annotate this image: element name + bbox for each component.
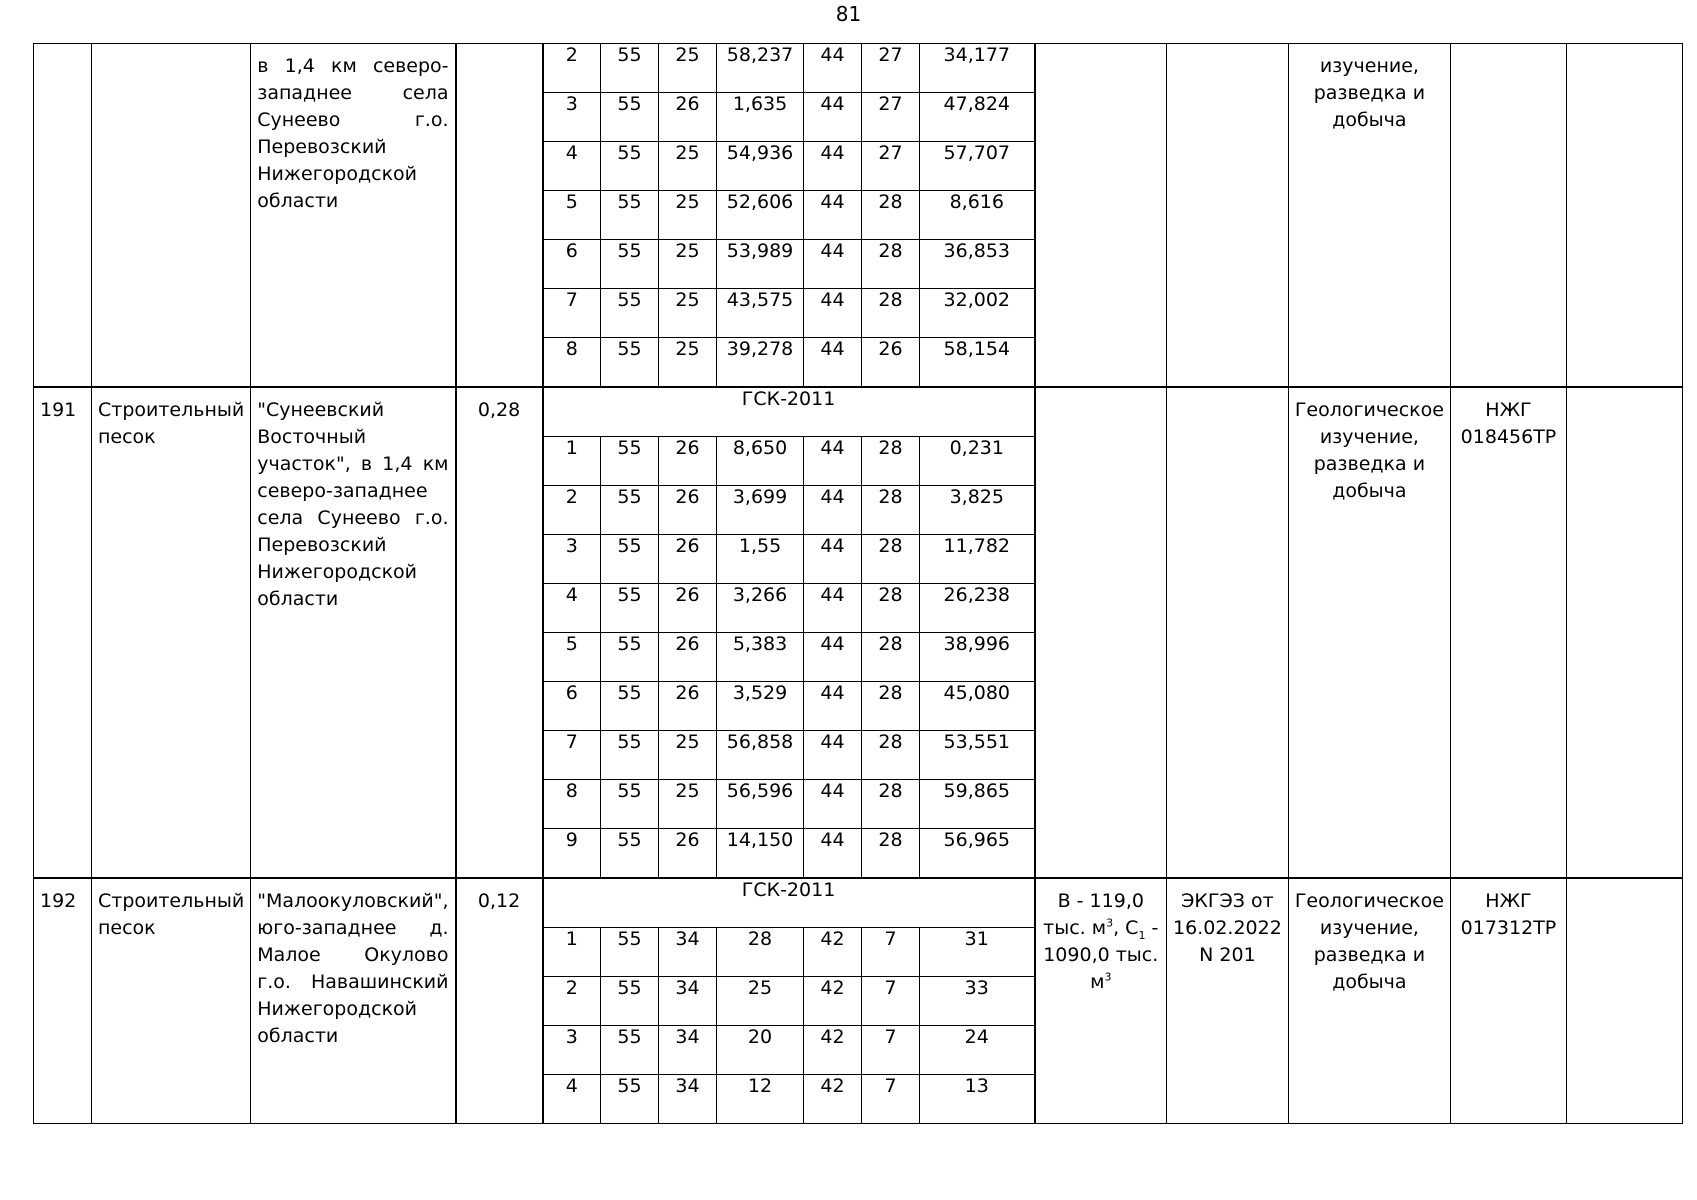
coordinate-cell: 56,858 — [717, 731, 804, 780]
table-row — [34, 878, 1683, 928]
reserves-text — [1036, 44, 1167, 53]
reserves-part: 3 — [1106, 916, 1114, 930]
coordinate-cell: 26 — [659, 829, 717, 879]
coordinate-cell: 26 — [659, 437, 717, 486]
coordinate-cell: 3 — [543, 535, 601, 584]
coordinate-cell: 5,383 — [717, 633, 804, 682]
coordinate-cell: 45,080 — [920, 682, 1035, 731]
coordinate-cell: 13 — [920, 1075, 1035, 1124]
coordinate-cell: 42 — [804, 977, 862, 1026]
coordinate-cell: 42 — [804, 928, 862, 977]
coordinate-cell: 8 — [543, 338, 601, 388]
coordinate-cell: 1,55 — [717, 535, 804, 584]
location-description-text: "Сунеевский Восточный участок", в 1,4 км северо-западнее села Сунеево г.о. Перевозский Нижегородской области — [257, 399, 449, 610]
coordinate-cell: 3,529 — [717, 682, 804, 731]
coordinate-cell: 7 — [862, 977, 920, 1026]
coordinate-cell: 28 — [862, 240, 920, 289]
coordinate-cell: 58,237 — [717, 44, 804, 93]
coordinate-cell: 28 — [862, 437, 920, 486]
coordinate-cell: 44 — [804, 829, 862, 879]
table-row — [34, 44, 1683, 93]
extra-column — [1566, 44, 1682, 388]
coordinate-cell: 25 — [659, 289, 717, 338]
area-value — [456, 44, 543, 388]
coordinate-cell: 26 — [659, 584, 717, 633]
approval-document-text: ЭКГЭЗ от 16.02.2022 N 201 — [1173, 890, 1282, 966]
coordinate-cell: 44 — [804, 338, 862, 388]
table-row — [34, 387, 1683, 437]
coordinate-cell: 1 — [543, 437, 601, 486]
coordinate-cell: 55 — [601, 1075, 659, 1124]
coordinate-cell: 57,707 — [920, 142, 1035, 191]
entry-number-text: 191 — [40, 399, 77, 421]
coordinate-cell: 31 — [920, 928, 1035, 977]
coordinate-cell: 26 — [659, 682, 717, 731]
coordinate-cell: 1,635 — [717, 93, 804, 142]
coordinate-cell: 8 — [543, 780, 601, 829]
coordinate-cell: 3 — [543, 93, 601, 142]
coordinate-cell: 26 — [659, 486, 717, 535]
extra-column-text — [1567, 44, 1682, 53]
coordinate-cell: 36,853 — [920, 240, 1035, 289]
coordinate-cell: 25 — [659, 338, 717, 388]
coordinate-cell: 26 — [659, 633, 717, 682]
coordinate-cell: 44 — [804, 535, 862, 584]
coordinate-cell: 56,965 — [920, 829, 1035, 879]
coordinate-cell: 25 — [659, 780, 717, 829]
license-number — [1450, 44, 1566, 388]
deposits-table — [33, 43, 1683, 1124]
location-description — [251, 44, 456, 388]
coordinate-cell: 34 — [659, 928, 717, 977]
coordinate-cell: 28 — [862, 289, 920, 338]
coordinate-cell: 56,596 — [717, 780, 804, 829]
coordinate-cell: 44 — [804, 731, 862, 780]
mineral-type-text: Строительный песок — [98, 399, 245, 448]
area-value — [456, 878, 543, 1124]
coordinate-cell: 3,266 — [717, 584, 804, 633]
coordinate-cell: 42 — [804, 1075, 862, 1124]
purpose — [1288, 387, 1450, 878]
approval-document — [1167, 44, 1289, 388]
reserves — [1035, 387, 1167, 878]
license-number-text — [1451, 44, 1566, 53]
location-description-text: "Малоокуловский", юго-западнее д. Малое Окулово г.о. Навашинский Нижегородской области — [257, 890, 449, 1047]
license-number — [1450, 387, 1566, 878]
location-description-text: в 1,4 км северо-западнее села Сунеево г.о. Перевозский Нижегородской области — [257, 55, 449, 212]
coordinate-cell: 55 — [601, 1026, 659, 1075]
coordinate-cell: 28 — [862, 829, 920, 879]
coordinate-cell: 28 — [862, 633, 920, 682]
coordinate-cell: 55 — [601, 731, 659, 780]
coordinate-cell: 20 — [717, 1026, 804, 1075]
reserves-part: 1 — [1138, 928, 1146, 942]
coordinate-cell: 58,154 — [920, 338, 1035, 388]
coordinate-cell: 7 — [862, 1026, 920, 1075]
coordinate-cell: 2 — [543, 977, 601, 1026]
reserves-text — [1036, 879, 1167, 996]
coordinate-cell: 3 — [543, 1026, 601, 1075]
coordinate-cell: 0,231 — [920, 437, 1035, 486]
approval-document — [1167, 387, 1289, 878]
purpose — [1288, 44, 1450, 388]
extra-column-text — [1567, 879, 1682, 888]
coordinate-cell: 44 — [804, 289, 862, 338]
entry-number — [34, 387, 92, 878]
coordinate-cell: 28 — [862, 191, 920, 240]
coordinate-cell: 28 — [862, 535, 920, 584]
extra-column — [1566, 878, 1682, 1124]
coordinate-system-header: ГСК-2011 — [543, 387, 1035, 437]
coordinate-cell: 55 — [601, 829, 659, 879]
entry-number-text — [34, 44, 91, 53]
coordinate-cell: 44 — [804, 486, 862, 535]
coordinate-cell: 44 — [804, 44, 862, 93]
coordinate-cell: 14,150 — [717, 829, 804, 879]
coordinate-cell: 55 — [601, 633, 659, 682]
purpose-text: Геологическое изучение, разведка и добыча — [1294, 890, 1444, 993]
coordinate-cell: 12 — [717, 1075, 804, 1124]
coordinate-cell: 28 — [862, 486, 920, 535]
coordinate-cell: 28 — [862, 731, 920, 780]
coordinate-cell: 59,865 — [920, 780, 1035, 829]
coordinate-cell: 44 — [804, 584, 862, 633]
coordinate-cell: 25 — [659, 191, 717, 240]
purpose-text: изучение, разведка и добыча — [1313, 55, 1426, 131]
coordinate-cell: 25 — [659, 731, 717, 780]
coordinate-cell: 1 — [543, 928, 601, 977]
coordinate-cell: 44 — [804, 437, 862, 486]
coordinate-cell: 26 — [862, 338, 920, 388]
extra-column — [1566, 387, 1682, 878]
location-description — [251, 878, 456, 1124]
coordinate-cell: 39,278 — [717, 338, 804, 388]
coordinate-cell: 55 — [601, 584, 659, 633]
mineral-type-text — [92, 44, 250, 53]
approval-document-text — [1167, 388, 1288, 397]
coordinate-cell: 44 — [804, 240, 862, 289]
coordinate-cell: 55 — [601, 93, 659, 142]
coordinate-cell: 24 — [920, 1026, 1035, 1075]
coordinate-cell: 52,606 — [717, 191, 804, 240]
coordinate-cell: 25 — [717, 977, 804, 1026]
coordinate-cell: 9 — [543, 829, 601, 879]
coordinate-cell: 55 — [601, 240, 659, 289]
coordinate-cell: 27 — [862, 44, 920, 93]
coordinate-cell: 3,699 — [717, 486, 804, 535]
coordinate-cell: 55 — [601, 338, 659, 388]
coordinate-cell: 3,825 — [920, 486, 1035, 535]
coordinate-cell: 47,824 — [920, 93, 1035, 142]
entry-number-text: 192 — [40, 890, 77, 912]
page-number: 81 — [835, 2, 862, 26]
coordinate-cell: 55 — [601, 142, 659, 191]
coordinate-cell: 25 — [659, 44, 717, 93]
coordinate-cell: 4 — [543, 584, 601, 633]
coordinate-cell: 44 — [804, 780, 862, 829]
license-number-text: НЖГ 018456ТР — [1460, 399, 1557, 448]
coordinate-cell: 5 — [543, 191, 601, 240]
coordinate-cell: 53,989 — [717, 240, 804, 289]
coordinate-cell: 43,575 — [717, 289, 804, 338]
area-value-text — [457, 44, 542, 53]
area-value — [456, 387, 543, 878]
coordinate-cell: 55 — [601, 977, 659, 1026]
mineral-type — [92, 387, 251, 878]
coordinate-cell: 11,782 — [920, 535, 1035, 584]
coordinate-cell: 5 — [543, 633, 601, 682]
reserves-part: , С — [1113, 917, 1139, 939]
coordinate-system-header: ГСК-2011 — [543, 878, 1035, 928]
coordinate-cell: 34,177 — [920, 44, 1035, 93]
coordinate-cell: 28 — [862, 682, 920, 731]
location-description — [251, 387, 456, 878]
coordinate-cell: 32,002 — [920, 289, 1035, 338]
reserves-part: - 1090,0 тыс. м — [1043, 917, 1159, 993]
coordinate-cell: 54,936 — [717, 142, 804, 191]
coordinate-cell: 8,616 — [920, 191, 1035, 240]
coordinate-cell: 34 — [659, 977, 717, 1026]
coordinate-cell: 55 — [601, 191, 659, 240]
coordinate-cell: 28 — [862, 780, 920, 829]
coordinate-cell: 7 — [862, 928, 920, 977]
purpose — [1288, 878, 1450, 1124]
mineral-type — [92, 878, 251, 1124]
coordinate-cell: 44 — [804, 191, 862, 240]
mineral-type — [92, 44, 251, 388]
coordinate-cell: 38,996 — [920, 633, 1035, 682]
approval-document-text — [1167, 44, 1288, 53]
coordinate-cell: 7 — [543, 289, 601, 338]
mineral-type-text: Строительный песок — [98, 890, 245, 939]
coordinate-cell: 8,650 — [717, 437, 804, 486]
coordinate-cell: 55 — [601, 928, 659, 977]
coordinate-cell: 7 — [862, 1075, 920, 1124]
coordinate-cell: 53,551 — [920, 731, 1035, 780]
coordinate-cell: 7 — [543, 731, 601, 780]
coordinate-cell: 55 — [601, 289, 659, 338]
coordinate-cell: 6 — [543, 240, 601, 289]
coordinate-cell: 42 — [804, 1026, 862, 1075]
reserves-part: В - 119,0 тыс. м — [1043, 890, 1144, 939]
reserves-part: 3 — [1104, 970, 1112, 984]
coordinate-cell: 55 — [601, 44, 659, 93]
coordinate-cell: 55 — [601, 535, 659, 584]
area-value-text: 0,28 — [477, 399, 521, 421]
reserves — [1035, 878, 1167, 1124]
coordinate-cell: 4 — [543, 1075, 601, 1124]
entry-number — [34, 878, 92, 1124]
coordinate-cell: 44 — [804, 633, 862, 682]
reserves — [1035, 44, 1167, 388]
entry-number — [34, 44, 92, 388]
coordinate-cell: 34 — [659, 1075, 717, 1124]
area-value-text: 0,12 — [477, 890, 521, 912]
coordinate-cell: 2 — [543, 486, 601, 535]
coordinate-cell: 55 — [601, 486, 659, 535]
license-number — [1450, 878, 1566, 1124]
coordinate-cell: 55 — [601, 780, 659, 829]
coordinate-cell: 27 — [862, 93, 920, 142]
reserves-text — [1036, 388, 1167, 397]
coordinate-cell: 44 — [804, 142, 862, 191]
coordinate-cell: 25 — [659, 142, 717, 191]
coordinate-cell: 4 — [543, 142, 601, 191]
license-number-text: НЖГ 017312ТР — [1460, 890, 1557, 939]
approval-document — [1167, 878, 1289, 1124]
coordinate-cell: 26 — [659, 93, 717, 142]
coordinate-cell: 27 — [862, 142, 920, 191]
coordinate-cell: 34 — [659, 1026, 717, 1075]
coordinate-cell: 2 — [543, 44, 601, 93]
coordinate-cell: 6 — [543, 682, 601, 731]
coordinate-cell: 25 — [659, 240, 717, 289]
coordinate-cell: 28 — [717, 928, 804, 977]
extra-column-text — [1567, 388, 1682, 397]
coordinate-cell: 26 — [659, 535, 717, 584]
coordinate-cell: 44 — [804, 682, 862, 731]
coordinate-cell: 55 — [601, 437, 659, 486]
purpose-text: Геологическое изучение, разведка и добыча — [1294, 399, 1444, 502]
coordinate-cell: 33 — [920, 977, 1035, 1026]
coordinate-cell: 26,238 — [920, 584, 1035, 633]
coordinate-cell: 44 — [804, 93, 862, 142]
coordinate-cell: 28 — [862, 584, 920, 633]
coordinate-cell: 55 — [601, 682, 659, 731]
